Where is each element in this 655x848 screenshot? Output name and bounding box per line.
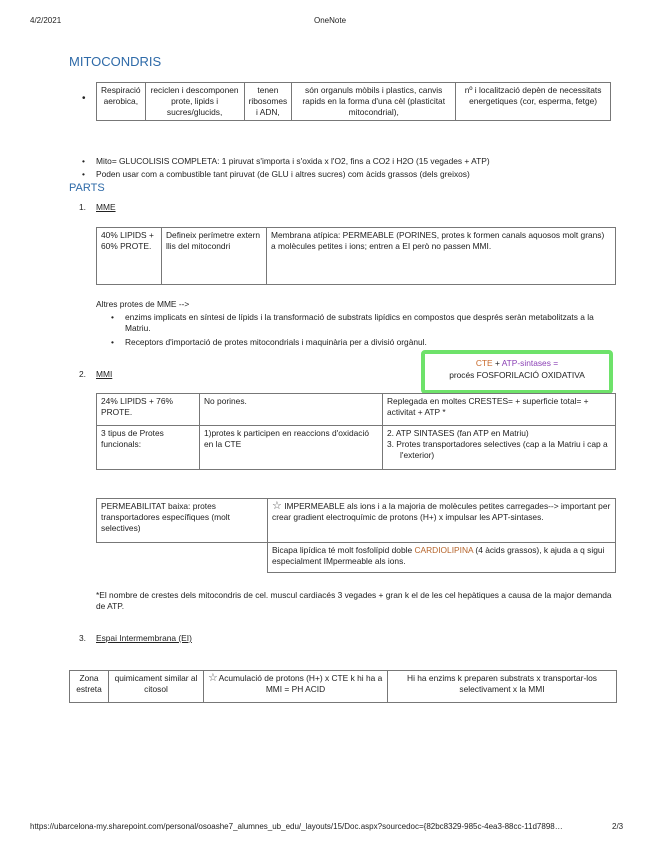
cardiolipina-text: CARDIOLIPINA (414, 545, 474, 555)
crestes-note: *El nombre de crestes dels mitocondris de cel. muscul cardiacés 3 vegades + gran k el de les cel hepàtiques a causa de la major demanda de ATP. (96, 590, 612, 611)
mmi-protes-item: 2. ATP SINTASES (fan ATP en Matriu) (387, 428, 529, 438)
callout-line2: procés FOSFORILACIÓ OXIDATIVA (449, 370, 585, 380)
print-app-name: OneNote (314, 16, 347, 25)
bicapa-cell (268, 543, 616, 573)
bullet-dot: • (82, 93, 86, 104)
intro-cell: reciclen i descomponen prote, lipids i sucres/glucids, (145, 83, 244, 121)
intro-cell: Respiració aerobica, (97, 83, 146, 121)
list-number: 1. (79, 202, 86, 212)
intro-cell: són organuls mòbils i plastics, canvis rapids en la forma d'una cèl (plasticitat mitocondrial), (292, 83, 456, 121)
mmi-cell: Replegada en moltes CRESTES= + superficie total= + activitat + ATP * (383, 394, 616, 426)
mmi-cell: 3 tipus de Protes funcionals: (97, 426, 200, 470)
ei-cell: Hi ha enzims k preparen substrats x transportar-los selectivament x la MMI (388, 671, 617, 703)
permeability-right-cell (268, 499, 616, 543)
intro-bullet: Poden usar com a combustible tant piruvat (de GLU i altres sucres) com àcids grassos (dels greixos) (96, 169, 470, 179)
mmi-protes-cell (383, 426, 616, 470)
permeability-table (96, 498, 616, 573)
list-number: 3. (79, 633, 86, 643)
intro-cell: nº i localització depèn de necessitats energetiques (cor, esperma, fetge) (456, 83, 611, 121)
intro-cell: tenen ribosomes i ADN, (244, 83, 292, 121)
mmi-table (96, 393, 616, 470)
ei-cell: Zona estreta (70, 671, 109, 703)
mme-other-label: Altres protes de MME --> (96, 299, 190, 309)
page-title: MITOCONDRIS (69, 54, 162, 69)
star-icon: ☆ (208, 672, 218, 684)
ei-cell-text: Acumulació de protons (H+) x CTE k hi ha a MMI = PH ACID (218, 673, 383, 694)
callout-plus: + (494, 358, 500, 368)
mme-other-bullet: enzims implicats en síntesi de lípids i la transformació de substrats lipídics en compostos que després seràn metabolitzats a la Matriu. (125, 312, 594, 333)
mme-cell: 40% LIPIDS + 60% PROTE. (97, 228, 162, 285)
section-label-mme: MME (96, 202, 116, 212)
bullet-dot: • (111, 312, 114, 322)
mmi-protes-item: 3. Protes transportadores selectives (cap a la Matriu i cap a l'exterior) (387, 439, 608, 460)
mmi-cell: No porines. (200, 394, 383, 426)
ei-cell-protons (204, 671, 388, 703)
bullet-dot: • (82, 156, 85, 166)
mme-cell: Defineix perímetre extern llis del mitocondri (162, 228, 267, 285)
mmi-cell: 1)protes k participen en reaccions d'oxidació en la CTE (200, 426, 383, 470)
ei-table (69, 670, 617, 703)
footer-url: https://ubarcelona-my.sharepoint.com/personal/osoashe7_alumnes_ub_edu/_layouts/15/Doc.aspx?sourcedoc={82bc8329-985c-4ea3-88cc-11d7898… (30, 822, 563, 831)
intro-table (96, 82, 611, 121)
bicapa-text-post: (4 àcids grassos), k ajuda a q sigui especialment IMpermeable als ions. (272, 545, 605, 566)
intro-bullet: Mito= GLUCOLISIS COMPLETA: 1 piruvat s'importa i s'oxida x l'O2, fins a CO2 i H2O (15 vegades + ATP) (96, 156, 490, 166)
permeability-right-text: IMPERMEABLE als ions i a la majoria de molècules petites carregades--> important per crear gradient electroquímic de protons (H+) x impulsar les APT-sintases. (272, 501, 611, 522)
section-heading-parts: PARTS (69, 182, 105, 194)
callout-cte: CTE (475, 358, 493, 368)
section-label-ei: Espai Intermembrana (EI) (96, 633, 192, 643)
mmi-cell: 24% LIPIDS + 76% PROTE. (97, 394, 200, 426)
callout-atp: ATP-sintases = (501, 358, 559, 368)
footer-page: 2/3 (612, 822, 624, 831)
empty-cell (97, 543, 268, 573)
mme-table (96, 227, 616, 285)
mme-other-bullet: Receptors d'importació de protes mitocondrials i maquinària per a divisió orgànul. (125, 337, 427, 347)
section-label-mmi: MMI (96, 369, 113, 379)
permeability-left-cell: PERMEABILITAT baixa: protes transportadores específiques (molt selectives) (97, 499, 268, 543)
bullet-dot: • (82, 169, 85, 179)
star-icon: ☆ (272, 500, 282, 512)
ei-cell: quimicament similar al citosol (109, 671, 204, 703)
mme-cell: Membrana atípica: PERMEABLE (PORINES, protes k formen canals aquosos molt grans) a molècules petites i ions; entren a EI però no passen MMI. (267, 228, 616, 285)
bicapa-text-pre: Bicapa lipídica té molt fosfolípid doble (272, 545, 415, 555)
phosphorylation-callout (421, 350, 613, 394)
print-date: 4/2/2021 (30, 16, 62, 25)
bullet-dot: • (111, 337, 114, 347)
list-number: 2. (79, 369, 86, 379)
